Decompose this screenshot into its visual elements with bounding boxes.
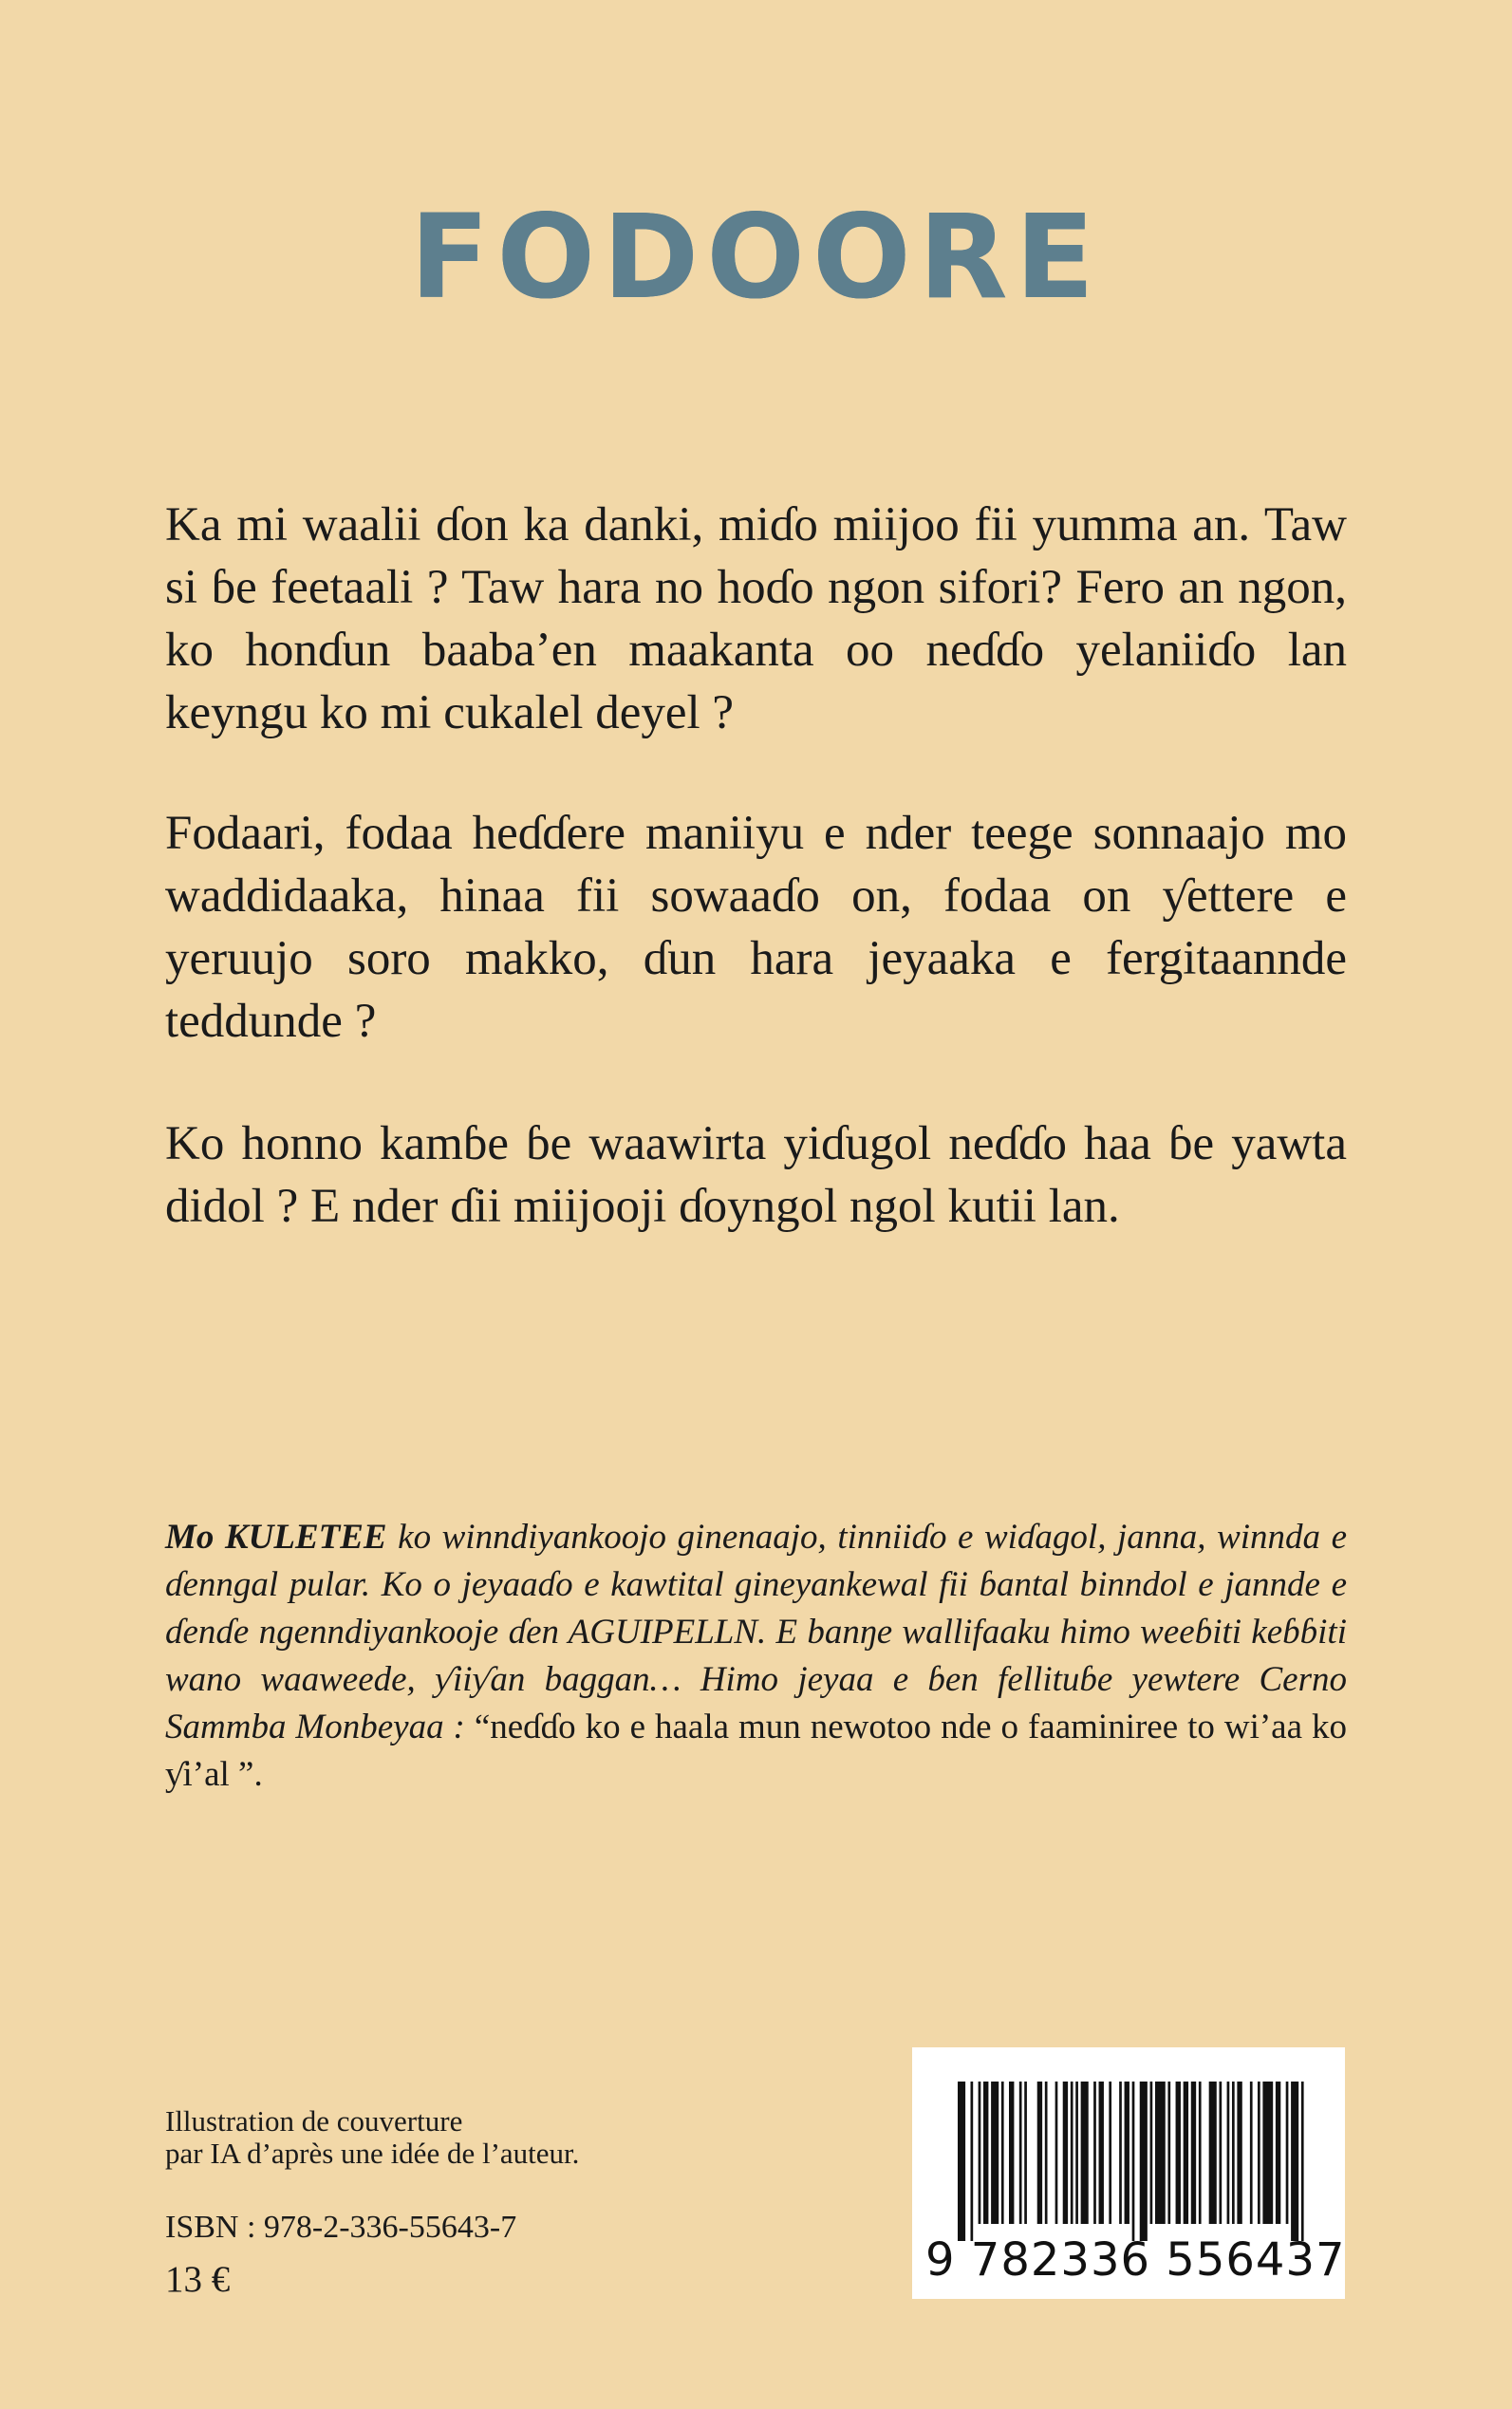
barcode-bar xyxy=(1167,2082,1170,2224)
isbn-number: ISBN : 978-2-336-55643-7 xyxy=(165,2210,517,2245)
barcode-bar xyxy=(1001,2082,1004,2224)
barcode-bar xyxy=(971,2082,974,2241)
barcode-bar xyxy=(1232,2082,1235,2224)
author-bio xyxy=(165,1514,1347,1799)
barcode-digits: 9 782336 556437 xyxy=(925,2233,1346,2287)
barcode-bar xyxy=(1262,2082,1273,2224)
barcode-bar xyxy=(1019,2082,1022,2224)
barcode-bar xyxy=(1199,2082,1202,2224)
barcode-bar xyxy=(1063,2082,1068,2224)
author-bio-text: ko winndiyankoojo ginenaajo, tinniiɗo e wiɗagol, janna, winnda e ɗenngal pular. Ko o jeyaaɗo e kawtital gineyankewal fii ɓantal binndol e jannde e ɗenɗe ngenndiyankooje ɗen AGUIPELLN. E banŋe wallifaaku himo weeɓiti keɓɓiti wano waaweede, ƴiiƴan baggan… Himo jeyaa e ɓen fellituɓe yewtere Cerno Sammba Monbeyaa : xyxy=(165,1518,1348,1746)
credit-line-2: par IA d’après une idée de l’auteur. xyxy=(165,2137,580,2170)
barcode-bar xyxy=(1227,2082,1230,2224)
barcode-bar xyxy=(1140,2082,1148,2241)
author-quote: “neɗɗo ko e haala mun newotoo nde o faaminiree to wi’aa ko ƴi’al ”. xyxy=(165,1708,1347,1794)
book-title xyxy=(0,190,1512,325)
blurb-paragraph-2: Fodaari, fodaa heɗɗere maniiyu e nder teege sonnaajo mo waddidaaka, hinaa fii sowaaɗo on, fodaa on ƴettere e yeruujo soro makko, ɗun hara jeyaaka e fergitaannde teddunde ? xyxy=(165,807,1347,1048)
barcode-bar xyxy=(1219,2082,1222,2224)
barcode-bar xyxy=(1109,2082,1111,2224)
barcode-bar xyxy=(1009,2082,1014,2224)
barcode-bar xyxy=(958,2082,965,2241)
barcode-bar xyxy=(979,2082,981,2224)
price: 13 € xyxy=(165,2259,231,2300)
barcode-bar xyxy=(1191,2082,1196,2224)
barcode-bar xyxy=(1184,2082,1188,2224)
barcode-bar xyxy=(1276,2082,1280,2224)
barcode-bar xyxy=(1150,2082,1153,2224)
barcode-bar xyxy=(1099,2082,1104,2224)
barcode-bars xyxy=(958,2082,1309,2241)
barcode-bar xyxy=(1055,2082,1058,2224)
barcode-bar xyxy=(1155,2082,1166,2224)
book-title-text: FODOORE xyxy=(409,190,1103,325)
barcode-bar xyxy=(1176,2082,1181,2224)
barcode-bar xyxy=(1093,2082,1096,2224)
author-name: Mo KULETEE xyxy=(165,1518,387,1557)
barcode-bar xyxy=(983,2082,988,2224)
credit-line-1: Illustration de couverture xyxy=(165,2104,463,2138)
barcode-bar xyxy=(991,2082,999,2224)
barcode-bar xyxy=(1132,2082,1135,2241)
barcode-bar xyxy=(1125,2082,1129,2224)
barcode-bar xyxy=(1119,2082,1122,2224)
barcode-bar xyxy=(1250,2082,1253,2224)
barcode-bar xyxy=(1209,2082,1217,2224)
barcode-bar xyxy=(1024,2082,1027,2224)
barcode-bar xyxy=(1075,2082,1078,2224)
barcode-bar xyxy=(1301,2082,1304,2241)
barcode xyxy=(912,2047,1345,2299)
blurb-paragraph-1: Ka mi waalii ɗon ka danki, miɗo miijoo fii yumma an. Taw si ɓe feetaali ? Taw hara no hoɗo ngon sifori? Fero an ngon, ko honɗun baaba’en maakanta oo neɗɗo yelaniiɗo lan keyngu ko mi cukalel deyel ? xyxy=(165,498,1347,739)
blurb-paragraph-3: Ko honno kamɓe ɓe waawirta yiɗugol neɗɗo haa ɓe yawta didol ? E nder ɗii miijooji ɗoyngol ngol kutii lan. xyxy=(165,1117,1347,1233)
barcode-bar xyxy=(1291,2082,1298,2241)
barcode-bar xyxy=(1258,2082,1260,2224)
barcode-bar xyxy=(1045,2082,1048,2224)
barcode-bar xyxy=(1286,2082,1289,2224)
cover-illustration-credit xyxy=(165,2105,579,2170)
barcode-bar xyxy=(1037,2082,1042,2224)
barcode-bar xyxy=(1081,2082,1089,2224)
barcode-bar xyxy=(1071,2082,1073,2224)
barcode-bar xyxy=(1237,2082,1241,2224)
